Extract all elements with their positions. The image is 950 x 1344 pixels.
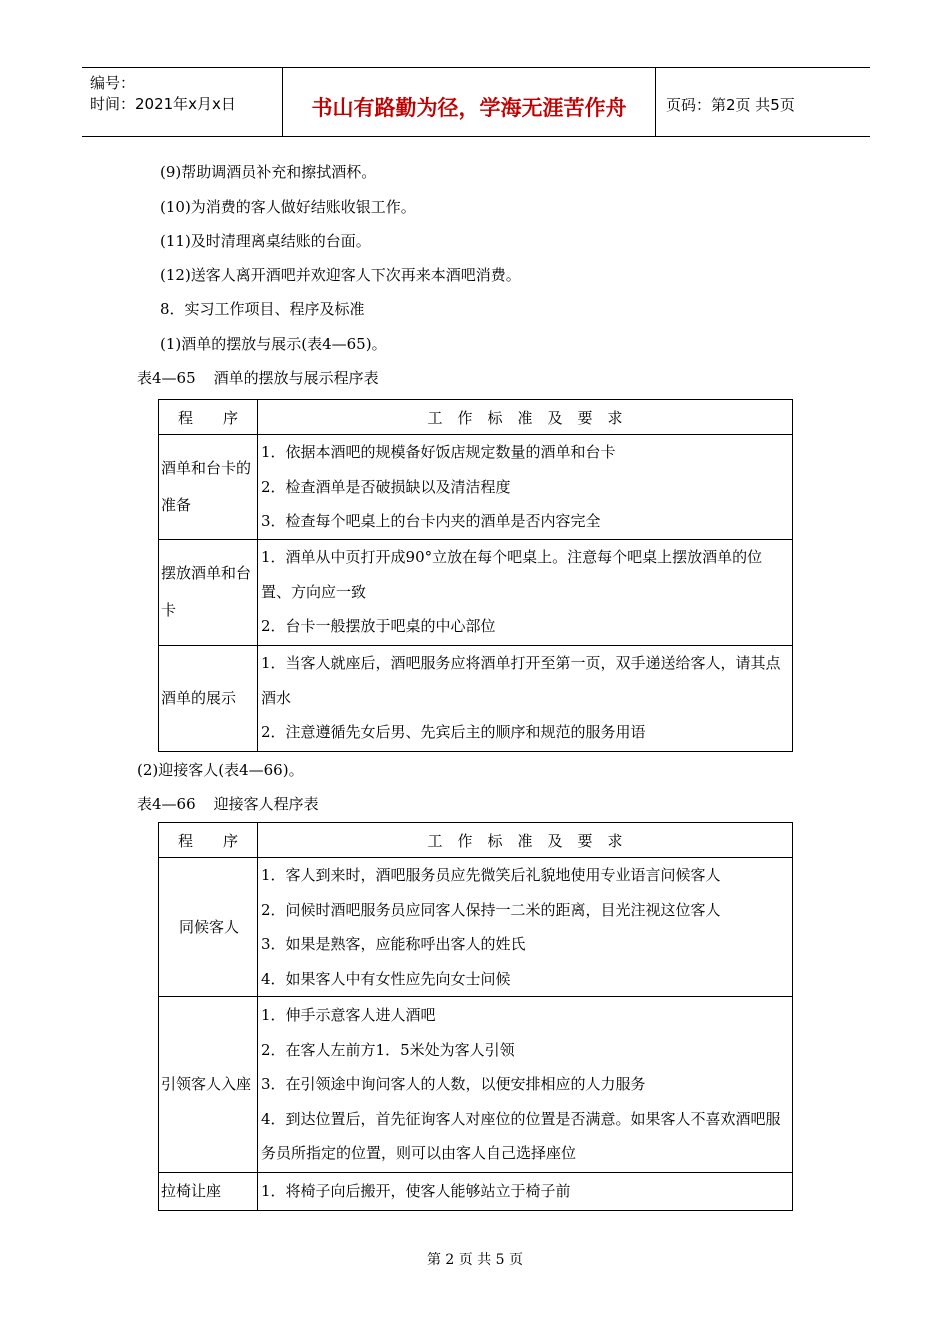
table-number: 表4—66 [137,795,196,813]
column-header-standard: 工 作 标 准 及 要 求 [258,400,793,435]
procedure-name: 引领客人入座 [159,997,258,1173]
standard-items [258,997,793,1173]
table-row [159,539,793,645]
standard-item: 2．注意遵循先女后男、先宾后主的顺序和规范的服务用语 [261,723,646,742]
column-header-procedure: 程 序 [159,823,258,858]
table-row [159,858,793,997]
standard-item: 2．检查酒单是否破损缺以及清洁程度 [261,477,511,496]
paragraph: (1)酒单的摆放与展示(表4—65)。 [160,335,387,353]
standard-items [258,645,793,751]
column-header-procedure: 程 序 [159,400,258,435]
header-page-cell [656,68,870,136]
procedure-name: 同候客人 [159,858,258,997]
standard-item: 3．检查每个吧桌上的台卡内夹的酒单是否内容完全 [261,512,601,530]
header-motto-cell [283,68,656,136]
table-row [159,1173,793,1211]
standard-item: 4．到达位置后，首先征询客人对座位的位置是否满意。如果客人不喜欢酒吧服务员所指定的位置，则可以由客人自己选择座位 [261,1109,781,1163]
procedure-name: 拉椅让座 [159,1173,258,1211]
page-header [82,67,870,137]
paragraph: (12)送客人离开酒吧并欢迎客人下次再来本酒吧消费。 [160,266,521,284]
column-header-standard: 工 作 标 准 及 要 求 [258,823,793,858]
doc-date: 时间：2021年x月x日 [90,95,236,113]
doc-number: 编号： [90,74,136,92]
standard-item: 4．如果客人中有女性应先向女士问候 [261,969,511,988]
paragraph: (11)及时清理离桌结账的台面。 [160,232,371,250]
header-page-number: 页码：第2页 共5页 [666,96,795,114]
table-row [159,435,793,540]
table-wine-list-display [158,399,793,752]
table-caption [137,368,379,388]
standard-items [258,539,793,645]
standard-item: 2．台卡一般摆放于吧桌的中心部位 [261,617,496,636]
table-title: 酒单的摆放与展示程序表 [213,369,379,387]
standard-items [258,858,793,997]
table-title: 迎接客人程序表 [213,795,319,813]
standard-item: 1．将椅子向后搬开，使客人能够站立于椅子前 [261,1182,571,1201]
standard-items [258,1173,793,1211]
table-row [159,997,793,1173]
standard-item: 1．伸手示意客人进人酒吧 [261,1006,436,1025]
standard-item: 3．如果是熟客，应能称呼出客人的姓氏 [261,935,526,953]
table-header-row [159,400,793,435]
table-number: 表4—65 [137,369,196,387]
procedure-name: 摆放酒单和台卡 [159,539,258,645]
procedure-name: 酒单和台卡的准备 [159,435,258,540]
table-row [159,645,793,751]
standard-item: 1．客人到来时，酒吧服务员应先微笑后礼貌地使用专业语言问候客人 [261,866,721,884]
header-meta-cell [82,68,283,136]
header-motto: 书山有路勤为径，学海无涯苦作舟 [311,96,627,120]
procedure-name: 酒单的展示 [159,645,258,751]
paragraph: (9)帮助调酒员补充和擦拭酒杯。 [160,163,377,181]
standard-item: 1．依据本酒吧的规模备好饭店规定数量的酒单和台卡 [261,443,616,461]
standard-items [258,435,793,540]
standard-item: 2．在客人左前方1．5米处为客人引领 [261,1040,515,1059]
paragraph: (10)为消费的客人做好结账收银工作。 [160,198,416,216]
table-header-row [159,823,793,858]
table-greeting-guests [158,822,793,1211]
standard-item: 3．在引领途中询问客人的人数，以便安排相应的人力服务 [261,1075,646,1094]
table-caption [137,794,319,814]
paragraph: (2)迎接客人(表4—66)。 [137,761,304,779]
page-footer: 第 2 页 共 5 页 [426,1252,524,1268]
standard-item: 1．酒单从中页打开成90°立放在每个吧桌上。注意每个吧桌上摆放酒单的位置、方向应一致 [261,548,763,601]
section-heading: 8．实习工作项目、程序及标准 [160,300,365,318]
standard-item: 1．当客人就座后，酒吧服务应将酒单打开至第一页，双手递送给客人，请其点酒水 [261,654,781,707]
standard-item: 2．问候时酒吧服务员应同客人保持一二米的距离，目光注视这位客人 [261,900,721,919]
